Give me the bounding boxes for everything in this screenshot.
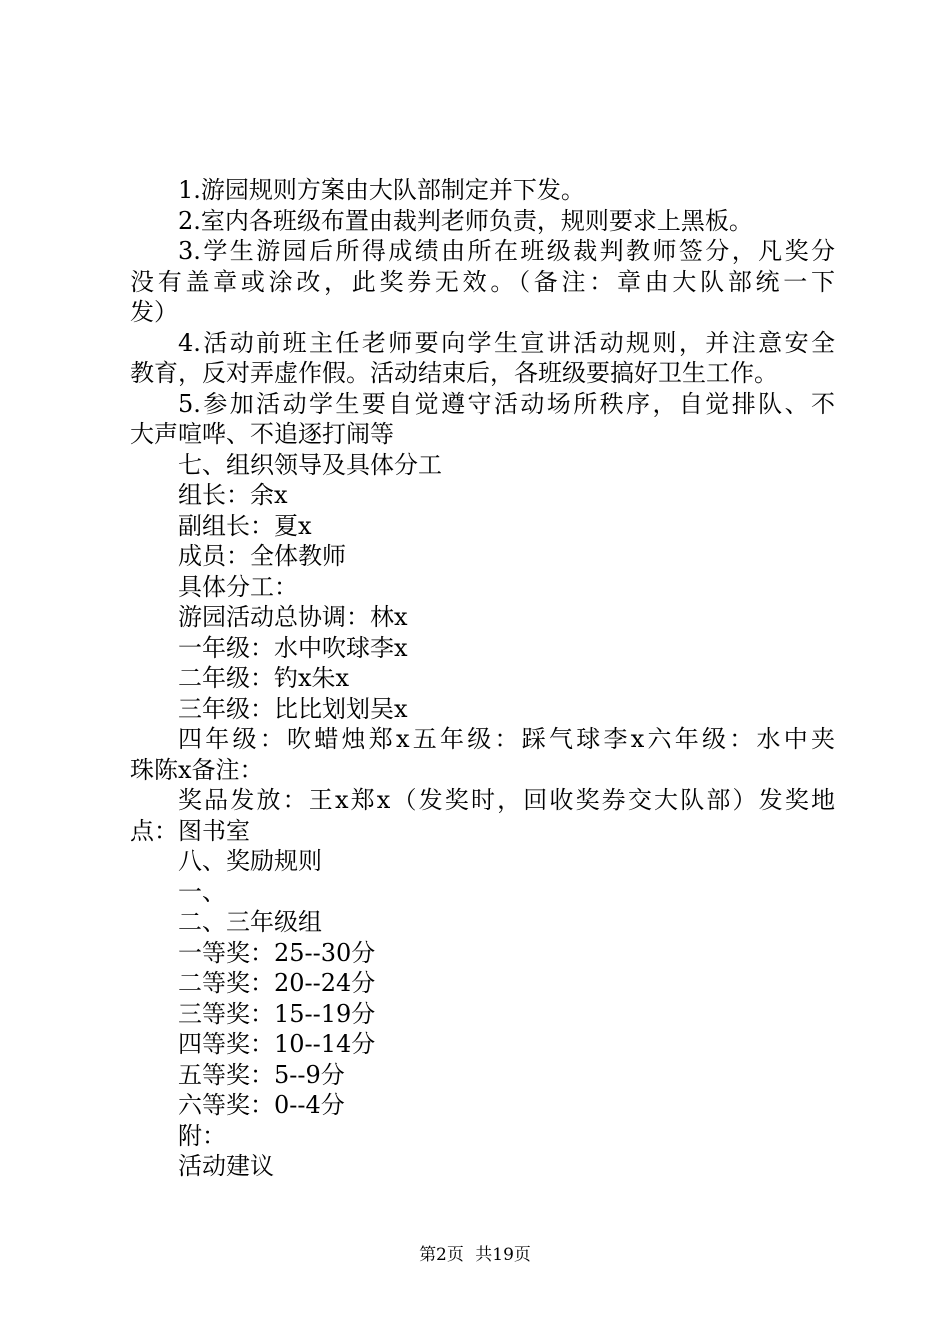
paragraph-line: 具体分工：	[178, 572, 298, 601]
paragraph-line: 一、	[178, 877, 226, 906]
page-number: 第2页	[419, 1245, 464, 1265]
paragraph-line: 3.学生游园后所得成绩由所在班级裁判教师签分，凡奖分	[178, 237, 835, 265]
paragraph-line: 点：图书室	[130, 816, 250, 845]
paragraph-line: 大声喧哗、不追逐打闹等	[130, 420, 394, 448]
paragraph-line: 4.活动前班主任老师要向学生宣讲活动规则，并注意安全	[178, 328, 835, 357]
paragraph-line: 副组长：夏x	[178, 511, 312, 540]
paragraph-line: 教育，反对弄虚作假。活动结束后，各班级要搞好卫生工作。	[130, 359, 778, 387]
paragraph-line: 成员：全体教师	[178, 542, 346, 570]
paragraph-line: 二等奖：20--24分	[178, 969, 376, 997]
section-heading: 八、奖励规则	[178, 847, 322, 875]
paragraph-line: 游园活动总协调：林x	[178, 603, 408, 631]
paragraph-line: 5.参加活动学生要自觉遵守活动场所秩序，自觉排队、不	[178, 389, 835, 418]
paragraph-line: 六等奖：0--4分	[178, 1091, 345, 1119]
paragraph-line: 四等奖：10--14分	[178, 1030, 376, 1058]
paragraph-line: 二年级：钓x朱x	[178, 664, 350, 692]
paragraph-line: 活动建议	[178, 1152, 274, 1180]
paragraph-line: 一年级：水中吹球李x	[178, 633, 408, 662]
page-footer	[0, 1244, 950, 1266]
paragraph-line: 三年级：比比划划吴x	[178, 694, 408, 723]
paragraph-line: 2.室内各班级布置由裁判老师负责，规则要求上黑板。	[178, 206, 753, 235]
section-heading: 七、组织领导及具体分工	[178, 450, 442, 479]
paragraph-line: 附：	[178, 1121, 226, 1150]
paragraph-line: 奖品发放：王x郑x（发奖时，回收奖券交大队部）发奖地	[178, 786, 835, 814]
paragraph-line: 三等奖：15--19分	[178, 999, 376, 1028]
paragraph-line: 珠陈x备注：	[130, 755, 264, 784]
paragraph-line: 一等奖：25--30分	[178, 938, 376, 967]
paragraph-line: 五等奖：5--9分	[178, 1060, 345, 1089]
page-total: 共19页	[475, 1245, 531, 1265]
paragraph-line: 二、三年级组	[178, 908, 322, 936]
paragraph-line: 发）	[130, 298, 178, 326]
paragraph-line: 四年级：吹蜡烛郑x五年级：踩气球李x六年级：水中夹	[178, 725, 835, 753]
paragraph-line: 没有盖章或涂改，此奖券无效。（备注：章由大队部统一下	[130, 267, 835, 296]
document-body	[130, 175, 835, 1182]
paragraph-line: 1.游园规则方案由大队部制定并下发。	[178, 176, 585, 204]
paragraph-line: 组长：余x	[178, 481, 288, 509]
